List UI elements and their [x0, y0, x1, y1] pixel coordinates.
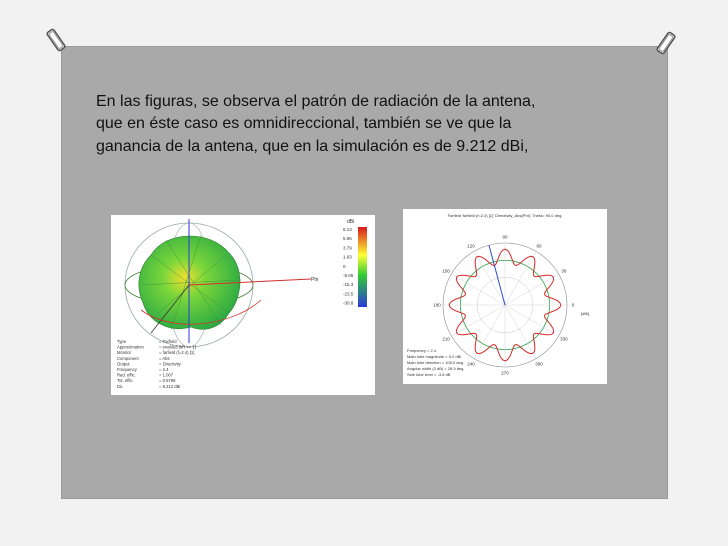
polar-plot-figure: [403, 209, 607, 384]
info-value: = 9.212 dBi: [159, 383, 181, 389]
legend-line: Angular width (3 dB) = 26.9 deg.: [407, 366, 465, 371]
info-label: Frequency: [117, 367, 137, 372]
info-value: = enabled (kR >> 1): [159, 344, 197, 350]
info-label: Tot. effic.: [117, 378, 134, 384]
scale-unit-label: dBi: [347, 219, 355, 225]
info-value: = Abs: [159, 355, 170, 361]
scale-value: -8.06: [343, 273, 354, 278]
info-label: Dir.: [117, 383, 124, 389]
scale-value: 3.79: [343, 245, 352, 251]
info-label: Component: [117, 355, 139, 361]
angle-label: 120: [467, 243, 475, 249]
info-value: = Directivity: [159, 361, 181, 367]
info-value: = 2.4: [159, 367, 169, 372]
scale-value: 0: [343, 263, 346, 269]
legend-line: Frequency = 2.4: [407, 348, 437, 353]
angle-label: 270: [501, 370, 509, 376]
scale-labels: [343, 227, 354, 306]
body-text: [96, 91, 636, 158]
polar-unit-label: [dBi]: [581, 311, 590, 316]
polar-plot-graphic: [403, 209, 607, 384]
legend-line: Main lobe direction = 105.0 deg.: [407, 360, 465, 365]
body-line: En las figuras, se observa el patrón de radiación de la antena,: [96, 93, 536, 110]
angle-label: 210: [442, 336, 450, 342]
info-label: Type: [117, 339, 127, 344]
info-value: = 1.007: [159, 372, 174, 378]
body-line: que en éste caso es omnidireccional, también se ve que la: [96, 115, 512, 133]
angle-label: 240: [467, 361, 475, 367]
phi-axis-label: Phi: [311, 277, 319, 283]
scale-value: 5.96: [343, 236, 352, 242]
info-value: = farfield (f=2.4) [1]: [159, 350, 195, 356]
info-label: Approximation: [117, 344, 144, 350]
legend-line: Side lobe level = -3.8 dB: [407, 372, 451, 377]
info-label: Monitor: [117, 350, 131, 356]
color-scale-bar: [358, 227, 367, 307]
angle-label: 150: [442, 268, 450, 274]
info-value: = Farfield: [159, 339, 177, 344]
legend-line: Main lobe magnitude = 9.2 dBi: [407, 354, 462, 359]
radiation-pattern-3d-graphic: [111, 215, 375, 395]
main-lobe-line: [489, 245, 505, 305]
info-label: Output: [117, 361, 130, 367]
pin-right-icon: [653, 30, 679, 56]
angle-label: 330: [560, 336, 568, 342]
scale-value: -30.8: [343, 300, 354, 306]
angle-label: 300: [535, 361, 543, 367]
scale-value: 1.63: [343, 254, 352, 260]
angle-label: 60: [536, 243, 542, 249]
angle-label: 0: [571, 302, 575, 308]
scale-value: -15.3: [343, 282, 354, 288]
body-line: ganancia de la antena, que en la simulación es de 9.212 dBi,: [96, 137, 529, 155]
info-value: = 0.5798: [159, 378, 176, 384]
pin-left-icon: [43, 27, 69, 53]
info-block: [117, 339, 197, 389]
scale-value: 8.13: [343, 227, 352, 232]
polar-title: Farfield 'farfield (f=2.4) [1]' Directivity_Abs(Phi); Theta= 90.0 deg.: [447, 213, 563, 218]
angle-label: 30: [561, 268, 567, 274]
info-label: Rad. effic.: [117, 372, 136, 378]
scale-value: -23.5: [343, 291, 354, 297]
polar-legend: [407, 348, 464, 377]
angle-label: 180: [433, 302, 441, 308]
radiation-pattern-3d-figure: [111, 215, 375, 395]
angle-label: 90: [502, 234, 508, 240]
